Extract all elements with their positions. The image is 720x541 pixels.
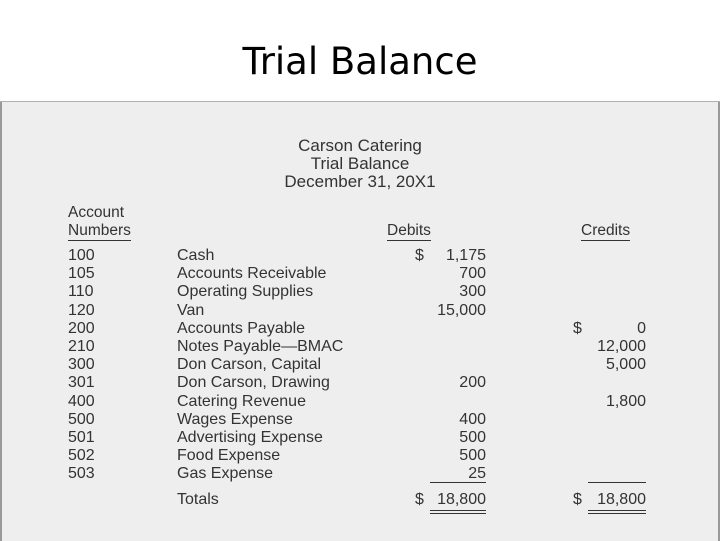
debit-amount: 25 bbox=[468, 465, 486, 483]
account-row bbox=[0, 411, 720, 429]
account-header-line2: Numbers bbox=[68, 222, 131, 239]
account-number: 200 bbox=[68, 319, 95, 337]
debit-symbol: $ bbox=[415, 247, 424, 264]
debit-amount: 200 bbox=[459, 374, 486, 392]
account-name: Catering Revenue bbox=[177, 392, 306, 410]
account-row bbox=[0, 447, 720, 465]
account-number: 301 bbox=[68, 374, 95, 392]
account-number: 105 bbox=[68, 265, 95, 283]
credit-symbol: $ bbox=[573, 319, 582, 337]
account-number: 502 bbox=[68, 447, 95, 465]
credit-total-double-rule-1 bbox=[588, 510, 646, 511]
account-number: 400 bbox=[68, 392, 95, 410]
company-name: Carson Catering bbox=[298, 136, 422, 155]
totals-debit-symbol: $ bbox=[415, 491, 424, 508]
account-name: Don Carson, Drawing bbox=[177, 374, 330, 392]
totals-row bbox=[0, 491, 720, 509]
account-row bbox=[0, 265, 720, 283]
account-name: Accounts Receivable bbox=[177, 265, 327, 283]
debit-subtotal-rule bbox=[430, 482, 486, 483]
credit-total-double-rule-2 bbox=[588, 513, 646, 514]
account-name: Notes Payable—BMAC bbox=[177, 338, 344, 355]
account-header-line1: Account bbox=[68, 204, 125, 221]
account-row bbox=[0, 338, 720, 356]
debit-amount: 500 bbox=[459, 447, 486, 465]
account-number: 500 bbox=[68, 410, 95, 428]
totals-label: Totals bbox=[177, 491, 219, 508]
account-name: Advertising Expense bbox=[177, 429, 323, 446]
debit-total-double-rule-2 bbox=[430, 513, 486, 514]
account-row bbox=[0, 393, 720, 411]
credit-amount: 5,000 bbox=[605, 356, 646, 374]
account-row bbox=[0, 302, 720, 320]
account-number: 120 bbox=[68, 301, 95, 319]
debit-amount: 500 bbox=[459, 429, 486, 446]
debit-total-double-rule-1 bbox=[430, 510, 486, 511]
debit-amount: 300 bbox=[459, 283, 486, 301]
debit-amount: 700 bbox=[459, 265, 486, 283]
account-number: 210 bbox=[68, 338, 95, 355]
debit-amount: 15,000 bbox=[437, 301, 486, 319]
debit-amount: 400 bbox=[459, 410, 486, 428]
credit-subtotal-rule bbox=[588, 482, 646, 483]
account-row bbox=[0, 356, 720, 374]
statement-name: Trial Balance bbox=[310, 154, 410, 173]
statement-date: December 31, 20X1 bbox=[284, 172, 436, 191]
credit-amount: 0 bbox=[637, 319, 646, 337]
account-number: 100 bbox=[68, 247, 95, 264]
credits-header: Credits bbox=[581, 222, 631, 239]
account-number: 503 bbox=[68, 465, 95, 483]
account-row bbox=[0, 374, 720, 392]
account-row bbox=[0, 465, 720, 483]
account-row bbox=[0, 429, 720, 447]
credit-amount: 12,000 bbox=[597, 338, 646, 355]
account-row bbox=[0, 247, 720, 265]
account-name: Gas Expense bbox=[177, 465, 274, 483]
account-number: 300 bbox=[68, 356, 95, 374]
totals-credit: 18,800 bbox=[597, 491, 646, 508]
account-name: Operating Supplies bbox=[177, 283, 314, 301]
credit-amount: 1,800 bbox=[605, 392, 646, 410]
slide-title: Trial Balance bbox=[242, 40, 478, 83]
account-number: 501 bbox=[68, 429, 95, 446]
totals-credit-symbol: $ bbox=[573, 491, 582, 508]
account-number: 110 bbox=[68, 283, 94, 301]
debits-header: Debits bbox=[387, 222, 431, 239]
account-name: Don Carson, Capital bbox=[177, 356, 322, 374]
account-name: Van bbox=[177, 301, 205, 319]
trial-balance-panel bbox=[0, 101, 720, 541]
account-row bbox=[0, 283, 720, 301]
account-name: Accounts Payable bbox=[177, 319, 306, 337]
account-name: Food Expense bbox=[177, 447, 281, 465]
totals-debit: 18,800 bbox=[437, 491, 486, 508]
account-name: Cash bbox=[177, 247, 215, 264]
debit-amount: 1,175 bbox=[445, 247, 486, 264]
account-row bbox=[0, 320, 720, 338]
account-name: Wages Expense bbox=[177, 410, 293, 428]
